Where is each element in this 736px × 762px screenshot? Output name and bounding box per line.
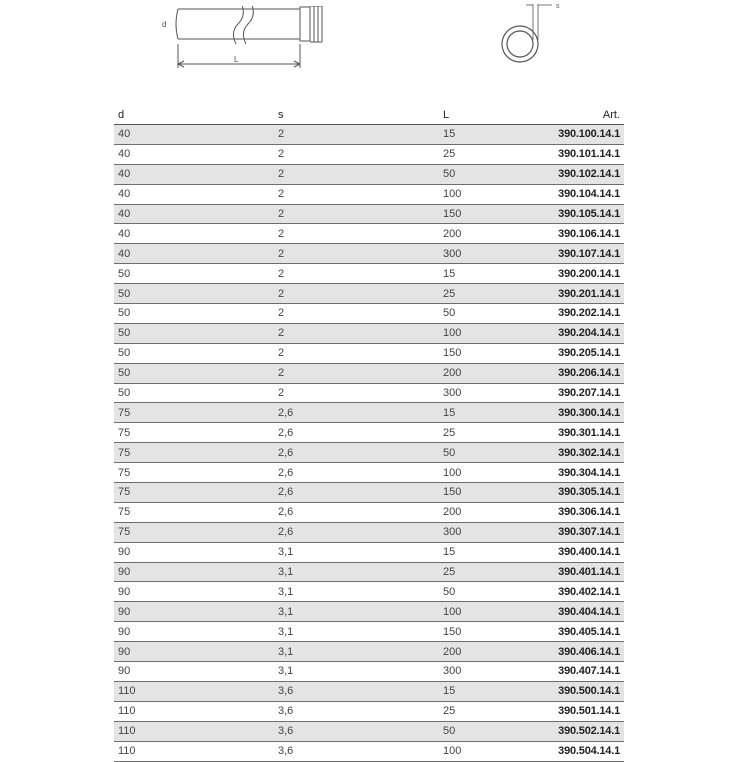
cell-diameter: 110 xyxy=(114,741,274,761)
cell-article-number: 390.402.14.1 xyxy=(534,582,624,602)
cell-diameter: 75 xyxy=(114,522,274,542)
cell-article-number: 390.207.14.1 xyxy=(534,383,624,403)
table-row xyxy=(114,343,624,363)
cell-diameter: 75 xyxy=(114,403,274,423)
cell-diameter: 40 xyxy=(114,184,274,204)
header-article-number: Art. xyxy=(534,106,624,125)
cell-wall-thickness: 2 xyxy=(274,244,439,264)
cell-diameter: 90 xyxy=(114,542,274,562)
cell-diameter: 90 xyxy=(114,642,274,662)
cell-wall-thickness: 3,6 xyxy=(274,721,439,741)
cell-article-number: 390.201.14.1 xyxy=(534,284,624,304)
wall-thickness-label: s xyxy=(556,3,560,10)
table-row xyxy=(114,383,624,403)
table-row xyxy=(114,264,624,284)
cell-article-number: 390.407.14.1 xyxy=(534,662,624,682)
cell-wall-thickness: 2 xyxy=(274,125,439,145)
table-row xyxy=(114,323,624,343)
cell-diameter: 40 xyxy=(114,224,274,244)
cell-length: 15 xyxy=(439,264,534,284)
cell-article-number: 390.204.14.1 xyxy=(534,323,624,343)
cell-length: 15 xyxy=(439,125,534,145)
cell-article-number: 390.200.14.1 xyxy=(534,264,624,284)
cell-article-number: 390.104.14.1 xyxy=(534,184,624,204)
cell-article-number: 390.304.14.1 xyxy=(534,463,624,483)
cell-length: 50 xyxy=(439,582,534,602)
table-row xyxy=(114,244,624,264)
cell-length: 25 xyxy=(439,284,534,304)
cell-length: 150 xyxy=(439,204,534,224)
cell-diameter: 75 xyxy=(114,443,274,463)
cell-length: 200 xyxy=(439,502,534,522)
table-row xyxy=(114,184,624,204)
cell-length: 300 xyxy=(439,522,534,542)
header-length: L xyxy=(439,106,534,125)
cell-article-number: 390.106.14.1 xyxy=(534,224,624,244)
cell-article-number: 390.302.14.1 xyxy=(534,443,624,463)
table-row xyxy=(114,502,624,522)
cell-article-number: 390.307.14.1 xyxy=(534,522,624,542)
cell-length: 300 xyxy=(439,244,534,264)
cell-wall-thickness: 3,1 xyxy=(274,602,439,622)
cell-diameter: 90 xyxy=(114,562,274,582)
header-wall-thickness: s xyxy=(274,106,439,125)
cell-diameter: 90 xyxy=(114,582,274,602)
cell-length: 15 xyxy=(439,403,534,423)
cell-diameter: 40 xyxy=(114,204,274,224)
cell-diameter: 75 xyxy=(114,423,274,443)
cell-diameter: 40 xyxy=(114,125,274,145)
cell-article-number: 390.202.14.1 xyxy=(534,304,624,324)
pipe-specification-table xyxy=(114,106,624,762)
cell-diameter: 90 xyxy=(114,602,274,622)
cell-article-number: 390.301.14.1 xyxy=(534,423,624,443)
cell-wall-thickness: 2 xyxy=(274,383,439,403)
cell-diameter: 50 xyxy=(114,284,274,304)
table-row xyxy=(114,443,624,463)
cell-wall-thickness: 2 xyxy=(274,204,439,224)
cell-diameter: 40 xyxy=(114,144,274,164)
cell-diameter: 110 xyxy=(114,681,274,701)
cell-article-number: 390.400.14.1 xyxy=(534,542,624,562)
table-row xyxy=(114,562,624,582)
cell-length: 100 xyxy=(439,184,534,204)
table-row xyxy=(114,125,624,145)
cell-diameter: 40 xyxy=(114,244,274,264)
table-row xyxy=(114,681,624,701)
cell-wall-thickness: 3,1 xyxy=(274,622,439,642)
table-header-row xyxy=(114,106,624,125)
cell-article-number: 390.404.14.1 xyxy=(534,602,624,622)
table-row xyxy=(114,363,624,383)
table-row xyxy=(114,224,624,244)
cell-article-number: 390.501.14.1 xyxy=(534,701,624,721)
cell-article-number: 390.305.14.1 xyxy=(534,483,624,503)
table-row xyxy=(114,164,624,184)
table-row xyxy=(114,582,624,602)
cell-length: 25 xyxy=(439,562,534,582)
cell-wall-thickness: 2,6 xyxy=(274,463,439,483)
cell-article-number: 390.406.14.1 xyxy=(534,642,624,662)
table-row xyxy=(114,144,624,164)
cell-diameter: 50 xyxy=(114,264,274,284)
cell-diameter: 90 xyxy=(114,662,274,682)
cell-length: 25 xyxy=(439,701,534,721)
cell-length: 150 xyxy=(439,343,534,363)
table-row xyxy=(114,483,624,503)
cell-wall-thickness: 3,6 xyxy=(274,741,439,761)
table-row xyxy=(114,642,624,662)
cell-length: 300 xyxy=(439,662,534,682)
cell-length: 100 xyxy=(439,602,534,622)
cell-diameter: 75 xyxy=(114,483,274,503)
cell-diameter: 75 xyxy=(114,463,274,483)
cell-wall-thickness: 2 xyxy=(274,343,439,363)
table-row xyxy=(114,463,624,483)
cell-length: 300 xyxy=(439,383,534,403)
cell-article-number: 390.206.14.1 xyxy=(534,363,624,383)
cell-wall-thickness: 3,1 xyxy=(274,542,439,562)
cell-wall-thickness: 2,6 xyxy=(274,522,439,542)
cell-diameter: 50 xyxy=(114,363,274,383)
cell-length: 50 xyxy=(439,443,534,463)
pipe-diameter-label: d xyxy=(162,20,167,29)
table-row xyxy=(114,304,624,324)
cell-article-number: 390.105.14.1 xyxy=(534,204,624,224)
cell-article-number: 390.500.14.1 xyxy=(534,681,624,701)
cell-wall-thickness: 2 xyxy=(274,224,439,244)
cell-article-number: 390.100.14.1 xyxy=(534,125,624,145)
cell-length: 15 xyxy=(439,542,534,562)
cell-wall-thickness: 3,1 xyxy=(274,642,439,662)
cell-article-number: 390.205.14.1 xyxy=(534,343,624,363)
cell-length: 150 xyxy=(439,483,534,503)
cell-length: 100 xyxy=(439,323,534,343)
table-row xyxy=(114,662,624,682)
table-row xyxy=(114,542,624,562)
cell-article-number: 390.101.14.1 xyxy=(534,144,624,164)
cell-length: 100 xyxy=(439,463,534,483)
cell-diameter: 90 xyxy=(114,622,274,642)
cell-article-number: 390.405.14.1 xyxy=(534,622,624,642)
cell-diameter: 50 xyxy=(114,304,274,324)
cell-wall-thickness: 2 xyxy=(274,304,439,324)
table-row xyxy=(114,403,624,423)
cell-diameter: 50 xyxy=(114,323,274,343)
cell-article-number: 390.306.14.1 xyxy=(534,502,624,522)
cell-diameter: 110 xyxy=(114,701,274,721)
cell-length: 50 xyxy=(439,164,534,184)
header-diameter: d xyxy=(114,106,274,125)
cell-length: 25 xyxy=(439,144,534,164)
cell-diameter: 110 xyxy=(114,721,274,741)
cell-diameter: 75 xyxy=(114,502,274,522)
cell-wall-thickness: 2 xyxy=(274,264,439,284)
table-row xyxy=(114,602,624,622)
cell-wall-thickness: 2 xyxy=(274,164,439,184)
cell-wall-thickness: 2 xyxy=(274,184,439,204)
cell-wall-thickness: 2 xyxy=(274,363,439,383)
cell-length: 25 xyxy=(439,423,534,443)
table-row xyxy=(114,701,624,721)
cell-wall-thickness: 2,6 xyxy=(274,423,439,443)
pipe-length-label: L xyxy=(234,55,239,64)
table-row xyxy=(114,423,624,443)
cell-wall-thickness: 2 xyxy=(274,284,439,304)
cell-length: 150 xyxy=(439,622,534,642)
pipe-side-view-diagram xyxy=(160,6,360,72)
cell-diameter: 50 xyxy=(114,383,274,403)
table-row xyxy=(114,741,624,761)
cell-wall-thickness: 3,1 xyxy=(274,562,439,582)
cell-article-number: 390.401.14.1 xyxy=(534,562,624,582)
cell-wall-thickness: 3,1 xyxy=(274,582,439,602)
cell-wall-thickness: 3,6 xyxy=(274,681,439,701)
pipe-cross-section-diagram xyxy=(490,0,570,66)
cell-article-number: 390.504.14.1 xyxy=(534,741,624,761)
cell-wall-thickness: 2,6 xyxy=(274,443,439,463)
cell-article-number: 390.502.14.1 xyxy=(534,721,624,741)
cell-wall-thickness: 2,6 xyxy=(274,403,439,423)
table-row xyxy=(114,284,624,304)
cell-length: 200 xyxy=(439,642,534,662)
cell-wall-thickness: 2,6 xyxy=(274,483,439,503)
cell-wall-thickness: 2 xyxy=(274,323,439,343)
cell-diameter: 50 xyxy=(114,343,274,363)
cell-length: 200 xyxy=(439,363,534,383)
cell-article-number: 390.102.14.1 xyxy=(534,164,624,184)
cell-wall-thickness: 2,6 xyxy=(274,502,439,522)
cell-length: 100 xyxy=(439,741,534,761)
cell-length: 15 xyxy=(439,681,534,701)
cell-wall-thickness: 3,1 xyxy=(274,662,439,682)
cell-length: 50 xyxy=(439,721,534,741)
cell-wall-thickness: 3,6 xyxy=(274,701,439,721)
cell-article-number: 390.300.14.1 xyxy=(534,403,624,423)
table-row xyxy=(114,522,624,542)
cell-length: 50 xyxy=(439,304,534,324)
cell-article-number: 390.107.14.1 xyxy=(534,244,624,264)
table-row xyxy=(114,721,624,741)
cell-length: 200 xyxy=(439,224,534,244)
table-row xyxy=(114,622,624,642)
table-row xyxy=(114,204,624,224)
cell-wall-thickness: 2 xyxy=(274,144,439,164)
cell-diameter: 40 xyxy=(114,164,274,184)
